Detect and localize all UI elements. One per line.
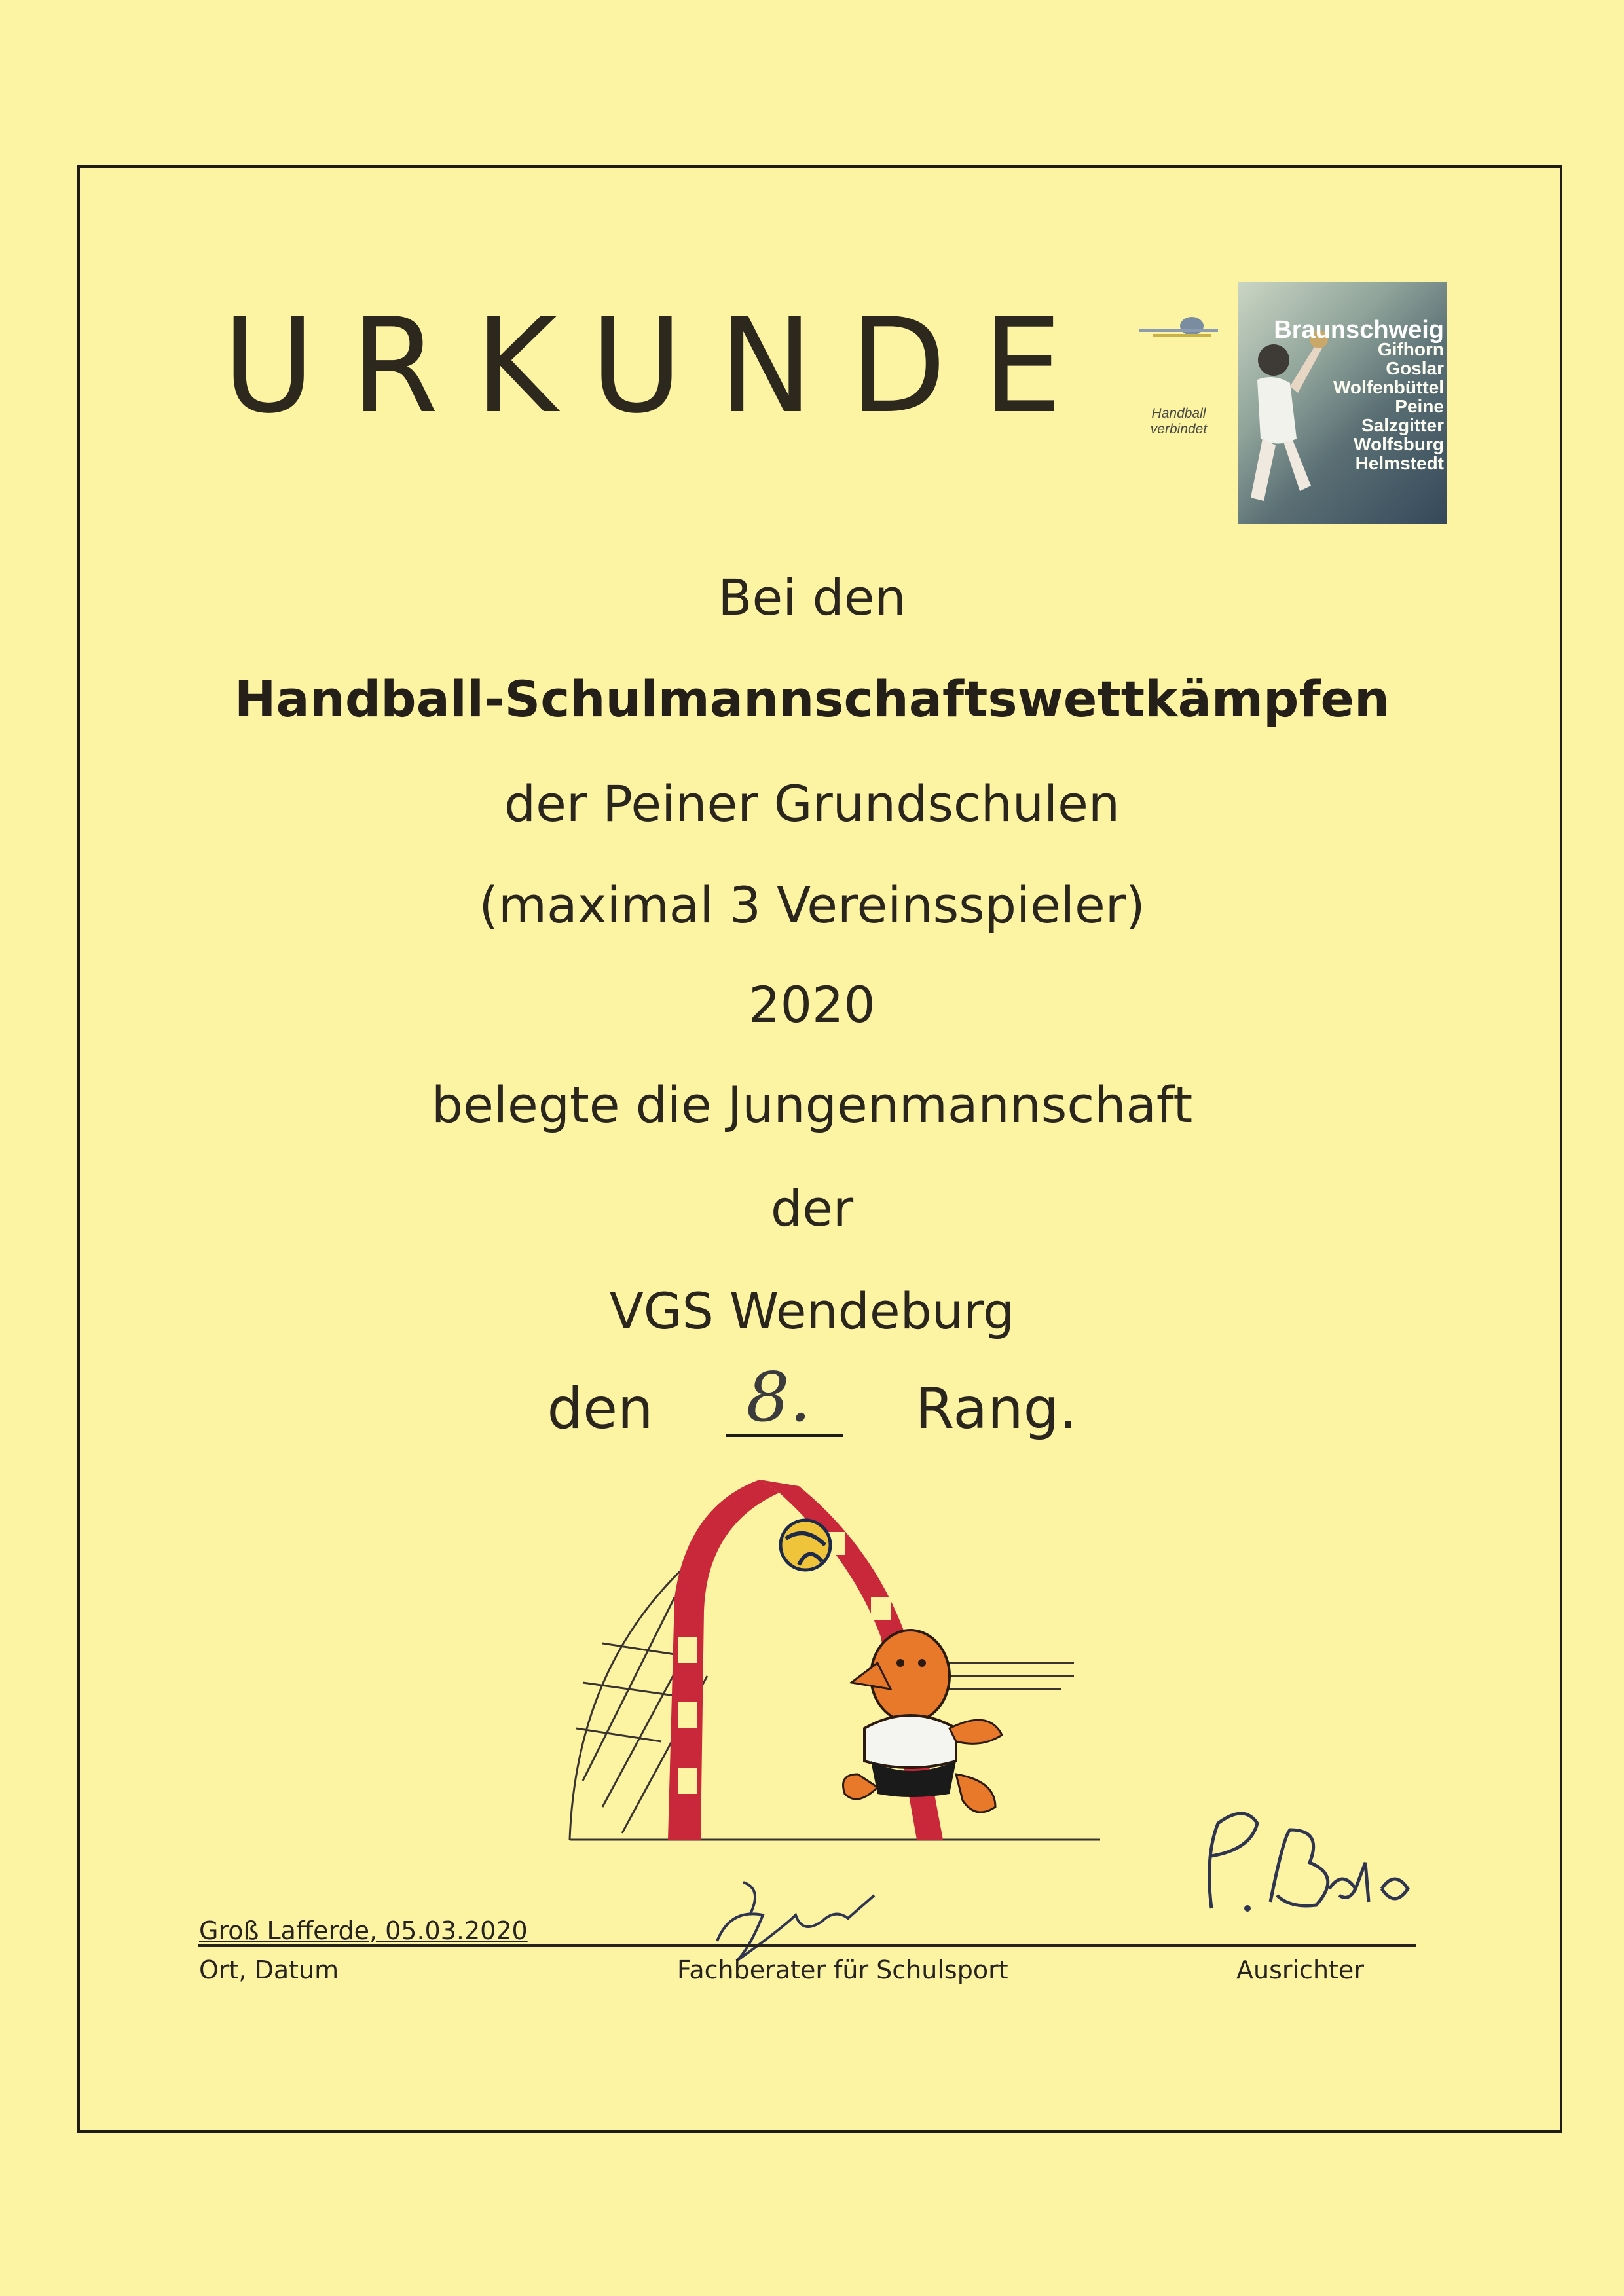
place-date-value: Groß Lafferde, 05.03.2020 [199, 1916, 528, 1945]
logo-city: Peine [1395, 396, 1444, 416]
signature-advisor-icon [704, 1869, 887, 1967]
text-line-team: belegte die Jungenmannschaft [431, 1076, 1193, 1134]
signature-organizer-icon [1185, 1797, 1428, 1928]
text-line-der: der [770, 1179, 854, 1237]
logo-slogan: Handball verbindet [1150, 406, 1208, 437]
logo-city: Wolfsburg [1354, 434, 1444, 454]
rank-value: 8. [746, 1357, 811, 1437]
goalkeeper-mascot-illustration [563, 1467, 1100, 1859]
text-line-school-name: VGS Wendeburg [609, 1282, 1015, 1340]
logo-city: Braunschweig [1274, 316, 1444, 344]
label-organizer: Ausrichter [1236, 1956, 1364, 1984]
handball-region-logo [1126, 282, 1447, 524]
label-place-date: Ort, Datum [199, 1956, 339, 1984]
rank-line [0, 1357, 1624, 1442]
text-line-intro: Bei den [718, 568, 906, 627]
logo-city-list [1251, 316, 1444, 473]
certificate-title: URKUNDE [223, 290, 1099, 443]
text-line-rule: (maximal 3 Vereinsspieler) [479, 876, 1145, 934]
label-advisor: Fachberater für Schulsport [677, 1956, 1008, 1984]
logo-city: Gifhorn [1377, 339, 1444, 359]
rank-suffix: Rang. [915, 1376, 1077, 1442]
text-line-schools: der Peiner Grundschulen [504, 774, 1120, 833]
logo-city: Goslar [1386, 358, 1444, 378]
text-line-year: 2020 [748, 975, 876, 1034]
rank-prefix: den [547, 1376, 654, 1442]
text-line-competition: Handball-Schulmannschaftswettkämpfen [234, 670, 1390, 728]
logo-city: Helmstedt [1355, 453, 1444, 473]
logo-city: Salzgitter [1361, 415, 1444, 435]
logo-city: Wolfenbüttel [1333, 377, 1444, 397]
small-ball-logo-icon [1133, 314, 1225, 340]
rank-blank [726, 1357, 843, 1437]
